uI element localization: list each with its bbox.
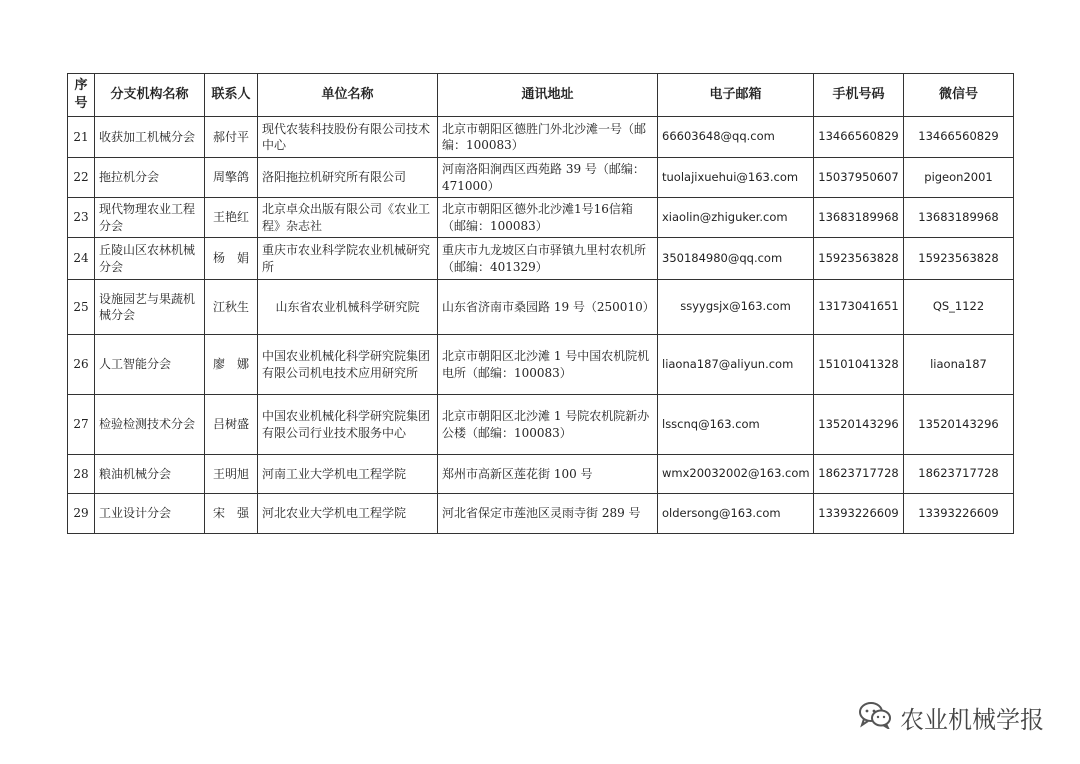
header-email: 电子邮箱	[658, 74, 814, 117]
cell-unit: 中国农业机械化科学研究院集团有限公司行业技术服务中心	[258, 395, 438, 455]
cell-unit: 河南工业大学机电工程学院	[258, 455, 438, 494]
cell-email: tuolajixuehui@163.com	[658, 158, 814, 198]
cell-branch: 收获加工机械分会	[95, 117, 205, 158]
cell-phone: 15101041328	[814, 335, 904, 395]
cell-email: 350184980@qq.com	[658, 238, 814, 280]
cell-seq: 25	[68, 280, 95, 335]
cell-phone: 13173041651	[814, 280, 904, 335]
cell-contact: 周擎鸽	[205, 158, 258, 198]
cell-seq: 21	[68, 117, 95, 158]
cell-phone: 13466560829	[814, 117, 904, 158]
cell-branch: 检验检测技术分会	[95, 395, 205, 455]
cell-unit: 北京卓众出版有限公司《农业工程》杂志社	[258, 198, 438, 238]
cell-address: 北京市朝阳区北沙滩 1 号院农机院新办公楼（邮编：100083）	[438, 395, 658, 455]
cell-email: lsscnq@163.com	[658, 395, 814, 455]
cell-wechat: 13393226609	[904, 494, 1014, 534]
table-row	[68, 238, 1014, 280]
cell-phone: 13520143296	[814, 395, 904, 455]
cell-branch: 工业设计分会	[95, 494, 205, 534]
cell-contact: 廖 娜	[205, 335, 258, 395]
header-seq: 序号	[68, 74, 95, 117]
cell-branch: 丘陵山区农林机械分会	[95, 238, 205, 280]
cell-branch: 粮油机械分会	[95, 455, 205, 494]
cell-address: 郑州市高新区莲花街 100 号	[438, 455, 658, 494]
wechat-icon	[858, 701, 900, 735]
cell-wechat: 13683189968	[904, 198, 1014, 238]
cell-email: xiaolin@zhiguker.com	[658, 198, 814, 238]
table-row	[68, 335, 1014, 395]
cell-contact: 王艳红	[205, 198, 258, 238]
cell-email: ssyygsjx@163.com	[658, 280, 814, 335]
branch-directory-table	[67, 73, 1014, 534]
wechat-watermark	[858, 700, 1044, 735]
cell-wechat: 18623717728	[904, 455, 1014, 494]
cell-unit: 河北农业大学机电工程学院	[258, 494, 438, 534]
table-row	[68, 455, 1014, 494]
header-unit: 单位名称	[258, 74, 438, 117]
cell-phone: 18623717728	[814, 455, 904, 494]
cell-wechat: QS_1122	[904, 280, 1014, 335]
cell-contact: 杨 娟	[205, 238, 258, 280]
header-contact: 联系人	[205, 74, 258, 117]
cell-address: 山东省济南市桑园路 19 号（250010）	[438, 280, 658, 335]
table-row	[68, 158, 1014, 198]
cell-address: 北京市朝阳区北沙滩 1 号中国农机院机电所（邮编：100083）	[438, 335, 658, 395]
cell-email: liaona187@aliyun.com	[658, 335, 814, 395]
cell-wechat: liaona187	[904, 335, 1014, 395]
cell-wechat: 13466560829	[904, 117, 1014, 158]
cell-email: wmx20032002@163.com	[658, 455, 814, 494]
cell-branch: 人工智能分会	[95, 335, 205, 395]
cell-seq: 26	[68, 335, 95, 395]
cell-seq: 23	[68, 198, 95, 238]
cell-contact: 王明旭	[205, 455, 258, 494]
cell-contact: 郝付平	[205, 117, 258, 158]
cell-contact: 吕树盛	[205, 395, 258, 455]
header-wechat: 微信号	[904, 74, 1014, 117]
cell-wechat: 13520143296	[904, 395, 1014, 455]
cell-unit: 山东省农业机械科学研究院	[258, 280, 438, 335]
cell-address: 重庆市九龙坡区白市驿镇九里村农机所（邮编：401329）	[438, 238, 658, 280]
cell-unit: 洛阳拖拉机研究所有限公司	[258, 158, 438, 198]
cell-branch: 现代物理农业工程分会	[95, 198, 205, 238]
cell-email: oldersong@163.com	[658, 494, 814, 534]
cell-unit: 中国农业机械化科学研究院集团有限公司机电技术应用研究所	[258, 335, 438, 395]
table-header-row	[68, 74, 1014, 117]
cell-contact: 江秋生	[205, 280, 258, 335]
header-address: 通讯地址	[438, 74, 658, 117]
cell-contact: 宋 强	[205, 494, 258, 534]
cell-address: 北京市朝阳区德外北沙滩1号16信箱（邮编：100083）	[438, 198, 658, 238]
watermark-text: 农业机械学报	[900, 706, 1044, 734]
table-row	[68, 395, 1014, 455]
cell-address: 北京市朝阳区德胜门外北沙滩一号（邮编：100083）	[438, 117, 658, 158]
cell-unit: 现代农装科技股份有限公司技术中心	[258, 117, 438, 158]
cell-address: 河北省保定市莲池区灵雨寺街 289 号	[438, 494, 658, 534]
cell-phone: 15923563828	[814, 238, 904, 280]
header-branch: 分支机构名称	[95, 74, 205, 117]
cell-address: 河南洛阳涧西区西苑路 39 号（邮编：471000）	[438, 158, 658, 198]
cell-seq: 27	[68, 395, 95, 455]
cell-seq: 22	[68, 158, 95, 198]
cell-phone: 13393226609	[814, 494, 904, 534]
cell-email: 66603648@qq.com	[658, 117, 814, 158]
header-phone: 手机号码	[814, 74, 904, 117]
cell-phone: 13683189968	[814, 198, 904, 238]
cell-wechat: pigeon2001	[904, 158, 1014, 198]
cell-unit: 重庆市农业科学院农业机械研究所	[258, 238, 438, 280]
cell-seq: 24	[68, 238, 95, 280]
table-row	[68, 280, 1014, 335]
cell-seq: 29	[68, 494, 95, 534]
table-row	[68, 494, 1014, 534]
cell-wechat: 15923563828	[904, 238, 1014, 280]
cell-branch: 拖拉机分会	[95, 158, 205, 198]
table-row	[68, 198, 1014, 238]
cell-seq: 28	[68, 455, 95, 494]
cell-branch: 设施园艺与果蔬机械分会	[95, 280, 205, 335]
table-row	[68, 117, 1014, 158]
cell-phone: 15037950607	[814, 158, 904, 198]
